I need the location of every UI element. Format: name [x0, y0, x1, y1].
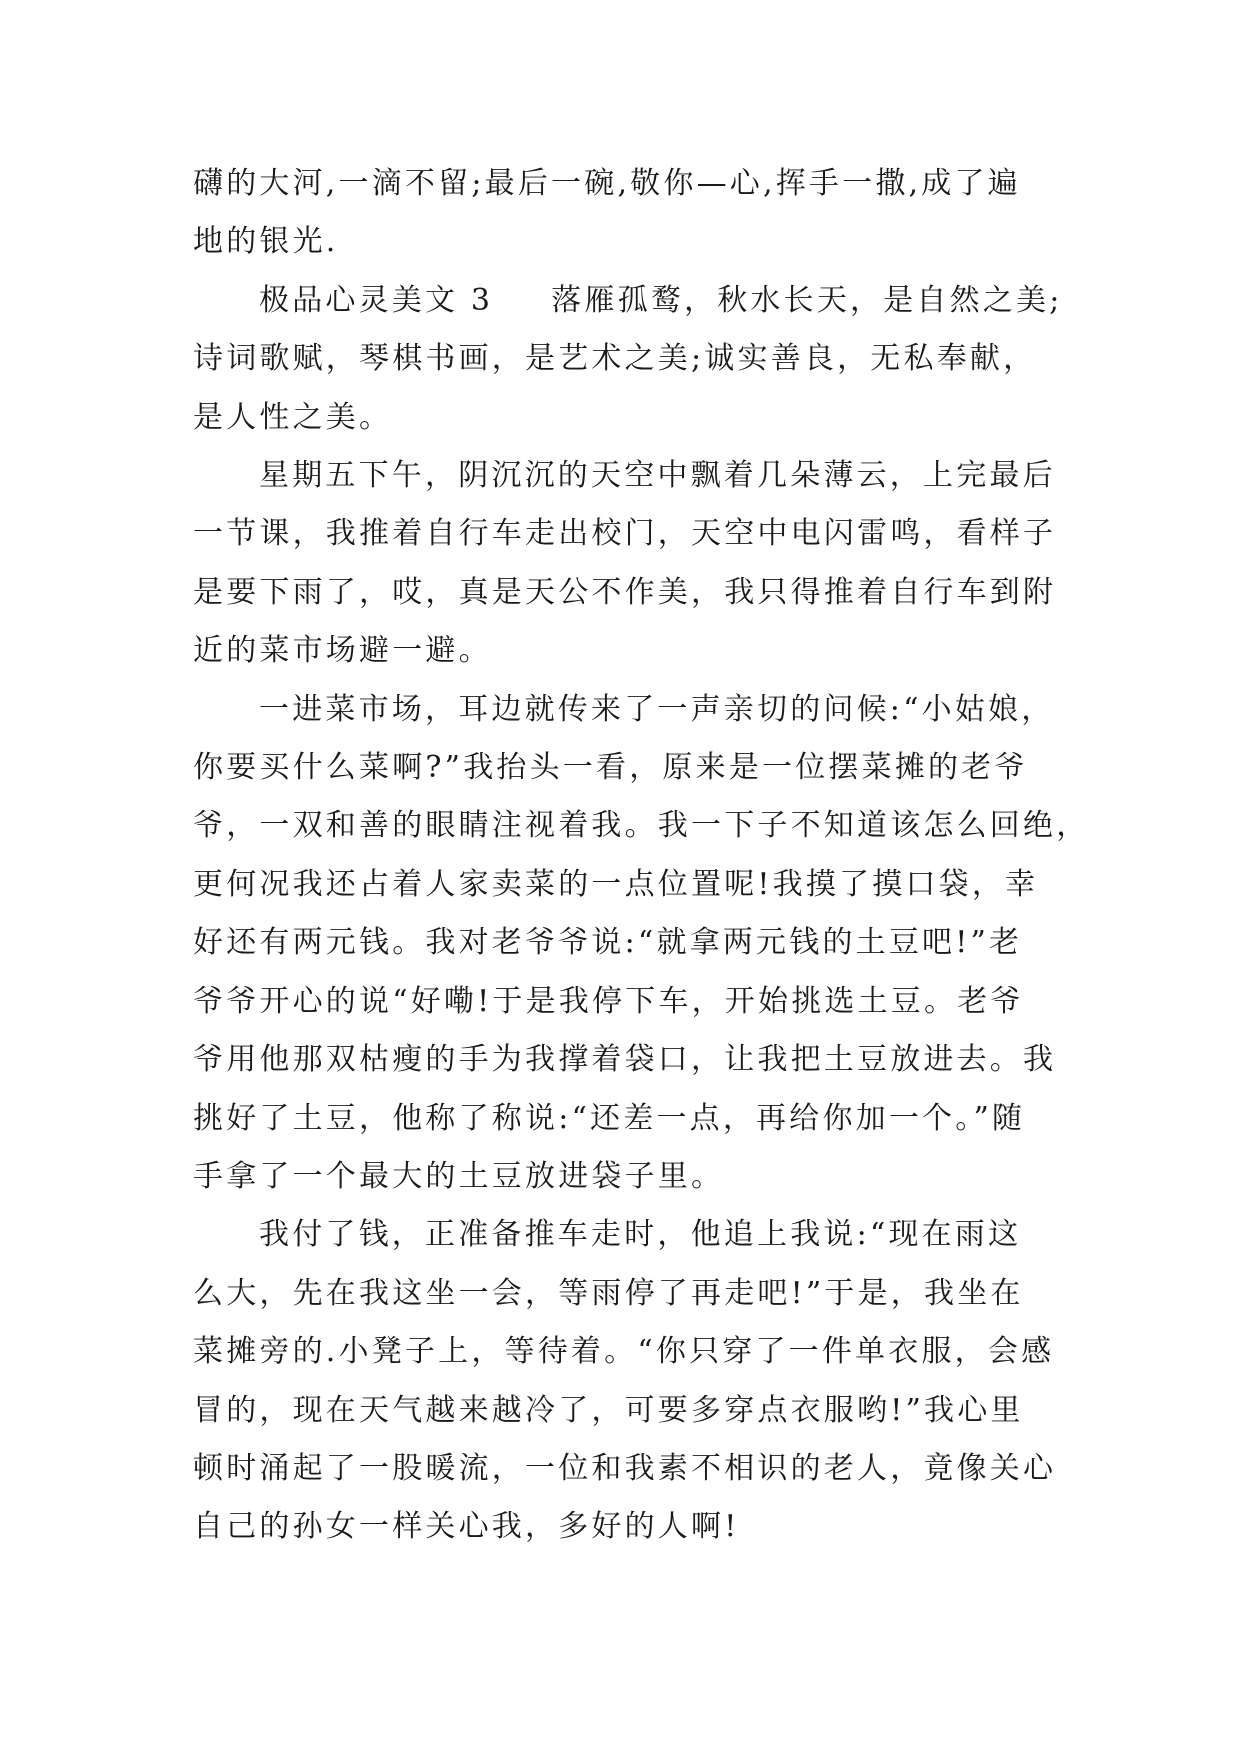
- text-line: 是要下雨了，哎，真是天公不作美，我只得推着自行车到附: [193, 574, 1057, 610]
- text-line: 近的菜市场避一避。: [193, 633, 492, 669]
- text-line: 地的银光.: [193, 224, 339, 260]
- paragraph-2: [193, 272, 1073, 447]
- text-line: 顿时涌起了一股暖流，一位和我素不相识的老人，竟像关心: [193, 1450, 1057, 1486]
- text-fragment: 落雁孤鹜，秋水长天，是自然之美;: [551, 282, 1063, 318]
- text-line: 么大，先在我这坐一会，等雨停了再走吧!”于是，我坐在: [193, 1275, 1024, 1311]
- text-line: 菜摊旁的.小凳子上，等待着。“你只穿了一件单衣服，会感: [193, 1334, 1055, 1370]
- paragraph-4: [193, 681, 1090, 1207]
- text-line: 自己的孙女一样关心我，多好的人啊!: [193, 1509, 740, 1545]
- paragraph-5: [193, 1206, 1073, 1556]
- text-line: 挑好了土豆，他称了称说:“还差一点，再给你加一个。”随: [193, 1100, 1026, 1136]
- text-line: 好还有两元钱。我对老爷爷说:“就拿两元钱的土豆吧!”老: [193, 925, 1023, 961]
- text-line: 你要买什么菜啊?”我抬头一看，原来是一位摆菜摊的老爷: [193, 750, 1028, 786]
- text-line: 爷，一双和善的眼睛注视着我。我一下子不知道该怎么回绝，: [193, 808, 1090, 844]
- text-line: 爷用他那双枯瘦的手为我撑着袋口，让我把土豆放进去。我: [193, 1042, 1057, 1078]
- text-line: 是人性之美。: [193, 399, 393, 435]
- text-line: 诗词歌赋，琴棋书画，是艺术之美;诚实善良，无私奉献，: [193, 341, 1037, 377]
- text-line: [193, 272, 1073, 330]
- section-heading: 极品心灵美文 3: [259, 282, 494, 318]
- paragraph-1: [193, 155, 1073, 272]
- text-line: 手拿了一个最大的土豆放进袋子里。: [193, 1158, 725, 1194]
- text-line: 礴的大河,一滴不留;最后一碗,敬你—心,挥手一撒,成了遍: [193, 166, 1021, 201]
- text-line: 一进菜市场，耳边就传来了一声亲切的问候:“小姑娘，: [259, 691, 1055, 727]
- text-line: 一节课，我推着自行车走出校门，天空中电闪雷鸣，看样子: [193, 516, 1057, 552]
- text-line: 爷爷开心的说“好嘞!于是我停下车，开始挑选土豆。老爷: [193, 983, 1024, 1019]
- text-line: 我付了钱，正准备推车走时，他追上我说:“现在雨这: [259, 1217, 1022, 1253]
- text-line: 冒的，现在天气越来越冷了，可要多穿点衣服哟!”我心里: [193, 1392, 1024, 1428]
- document-body: [193, 155, 1090, 1557]
- paragraph-3: [193, 447, 1073, 681]
- text-line: 星期五下午，阴沉沉的天空中飘着几朵薄云，上完最后: [259, 458, 1056, 494]
- text-line: 更何况我还占着人家卖菜的一点位置呢!我摸了摸口袋，幸: [193, 866, 1039, 902]
